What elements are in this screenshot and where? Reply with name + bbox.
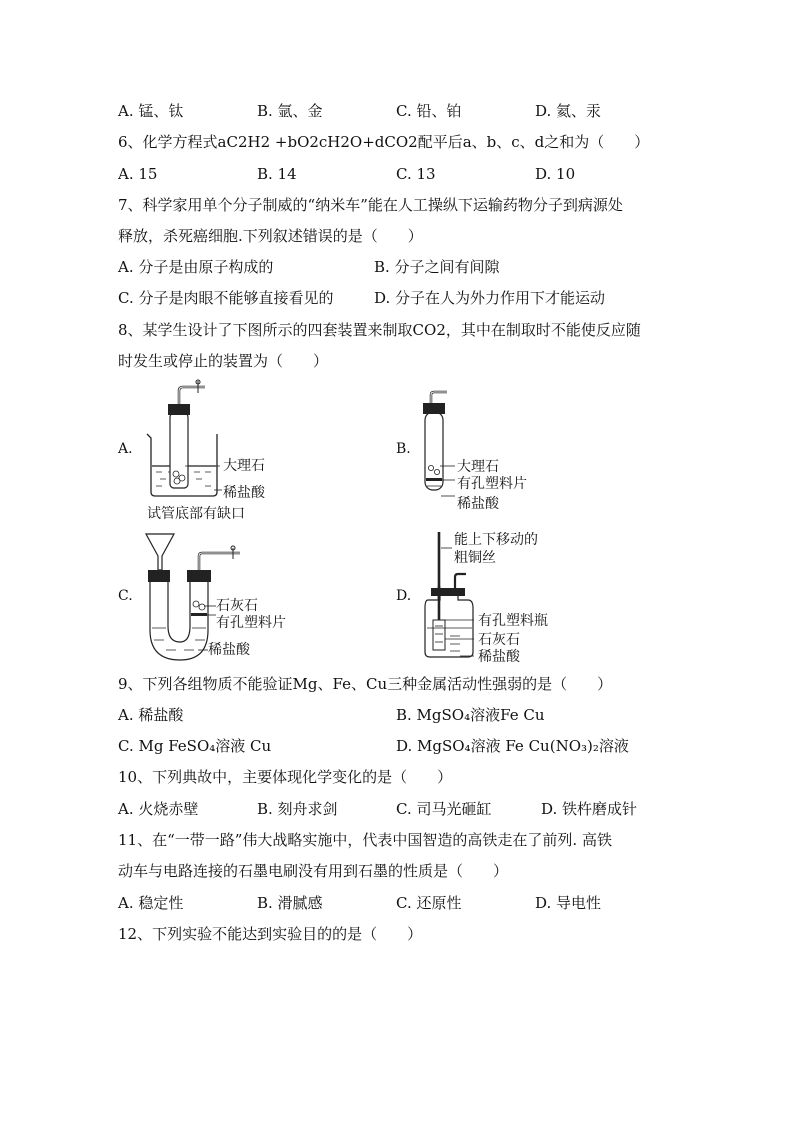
apparatus-b-letter: B.	[396, 441, 411, 457]
apparatus-b-label-acid: 稀盐酸	[457, 496, 499, 512]
q7-stem-line1: 7、科学家用单个分子制威的“纳米车”能在人工操纵下运输药物分子到病源处	[118, 196, 623, 214]
q6-stem: 6、化学方程式aC2H2 +bO2cH2O+dCO2配平后a、b、c、d之和为（ ）	[118, 133, 650, 151]
q5-option-b: B. 氩、金	[257, 102, 323, 120]
apparatus-b-label-marble: 大理石	[457, 459, 499, 475]
q9-option-c: C. Mg FeSO₄溶液 Cu	[118, 737, 272, 755]
q12-stem: 12、下列实验不能达到实验目的的是（ ）	[118, 925, 423, 943]
apparatus-d-label-bottle: 有孔塑料瓶	[478, 613, 548, 629]
apparatus-d-letter: D.	[396, 588, 412, 604]
apparatus-d-label-wire1: 能上下移动的	[454, 532, 538, 548]
q11-option-a: A. 稳定性	[118, 894, 184, 912]
q7-option-b: B. 分子之间有间隙	[374, 258, 500, 276]
q8-stem-line1: 8、某学生设计了下图所示的四套装置来制取CO2，其中在制取时不能使反应随	[118, 321, 641, 339]
apparatus-d-label-acid: 稀盐酸	[478, 649, 520, 665]
q11-stem-line1: 11、在“一带一路”伟大战略实施中，代表中国智造的高铁走在了前列. 高铁	[118, 831, 612, 849]
apparatus-d-label-wire2: 粗铜丝	[454, 550, 496, 566]
q10-option-d: D. 铁杵磨成针	[541, 800, 638, 818]
q6-option-b: B. 14	[257, 165, 297, 183]
apparatus-a-label-marble: 大理石	[223, 458, 265, 474]
q7-option-a: A. 分子是由原子构成的	[118, 258, 274, 276]
q9-option-d: D. MgSO₄溶液 Fe Cu(NO₃)₂溶液	[396, 737, 629, 755]
apparatus-b-label-plate: 有孔塑料片	[457, 476, 527, 492]
q8-stem-line2: 时发生或停止的装置为（ ）	[118, 352, 329, 370]
apparatus-c-letter: C.	[118, 588, 133, 604]
apparatus-d-label-limestone: 石灰石	[478, 632, 520, 648]
q11-option-c: C. 还原性	[396, 894, 462, 912]
q9-option-a: A. 稀盐酸	[118, 706, 184, 724]
q7-option-d: D. 分子在人为外力作用下才能运动	[374, 289, 606, 307]
q5-option-c: C. 铅、铂	[396, 102, 462, 120]
apparatus-c-label-acid: 稀盐酸	[208, 642, 250, 658]
q5-option-d: D. 氦、汞	[535, 102, 602, 120]
q11-option-b: B. 滑腻感	[257, 894, 323, 912]
q10-option-a: A. 火烧赤壁	[118, 800, 199, 818]
q11-stem-line2: 动车与电路连接的石墨电刷没有用到石墨的性质是（ ）	[118, 862, 509, 880]
q7-stem-line2: 释放，杀死癌细胞.下列叙述错误的是（ ）	[118, 227, 423, 245]
q6-option-c: C. 13	[396, 165, 436, 183]
apparatus-c-label-limestone: 石灰石	[216, 598, 258, 614]
q10-stem: 10、下列典故中，主要体现化学变化的是（ ）	[118, 768, 453, 786]
q5-option-a: A. 锰、钛	[118, 102, 184, 120]
q7-option-c: C. 分子是肉眼不能够直接看见的	[118, 289, 334, 307]
apparatus-a-label-acid: 稀盐酸	[223, 485, 265, 501]
q10-option-b: B. 刻舟求剑	[257, 800, 338, 818]
q11-option-d: D. 导电性	[535, 894, 602, 912]
q9-stem: 9、下列各组物质不能验证Mg、Fe、Cu三种金属活动性强弱的是（ ）	[118, 675, 613, 693]
q10-option-c: C. 司马光砸缸	[396, 800, 492, 818]
apparatus-c-label-plate: 有孔塑料片	[216, 615, 286, 631]
apparatus-a-label-note: 试管底部有缺口	[147, 506, 245, 522]
apparatus-a-letter: A.	[118, 441, 133, 457]
q9-option-b: B. MgSO₄溶液Fe Cu	[396, 706, 545, 724]
q6-option-d: D. 10	[535, 165, 576, 183]
q6-option-a: A. 15	[118, 165, 158, 183]
